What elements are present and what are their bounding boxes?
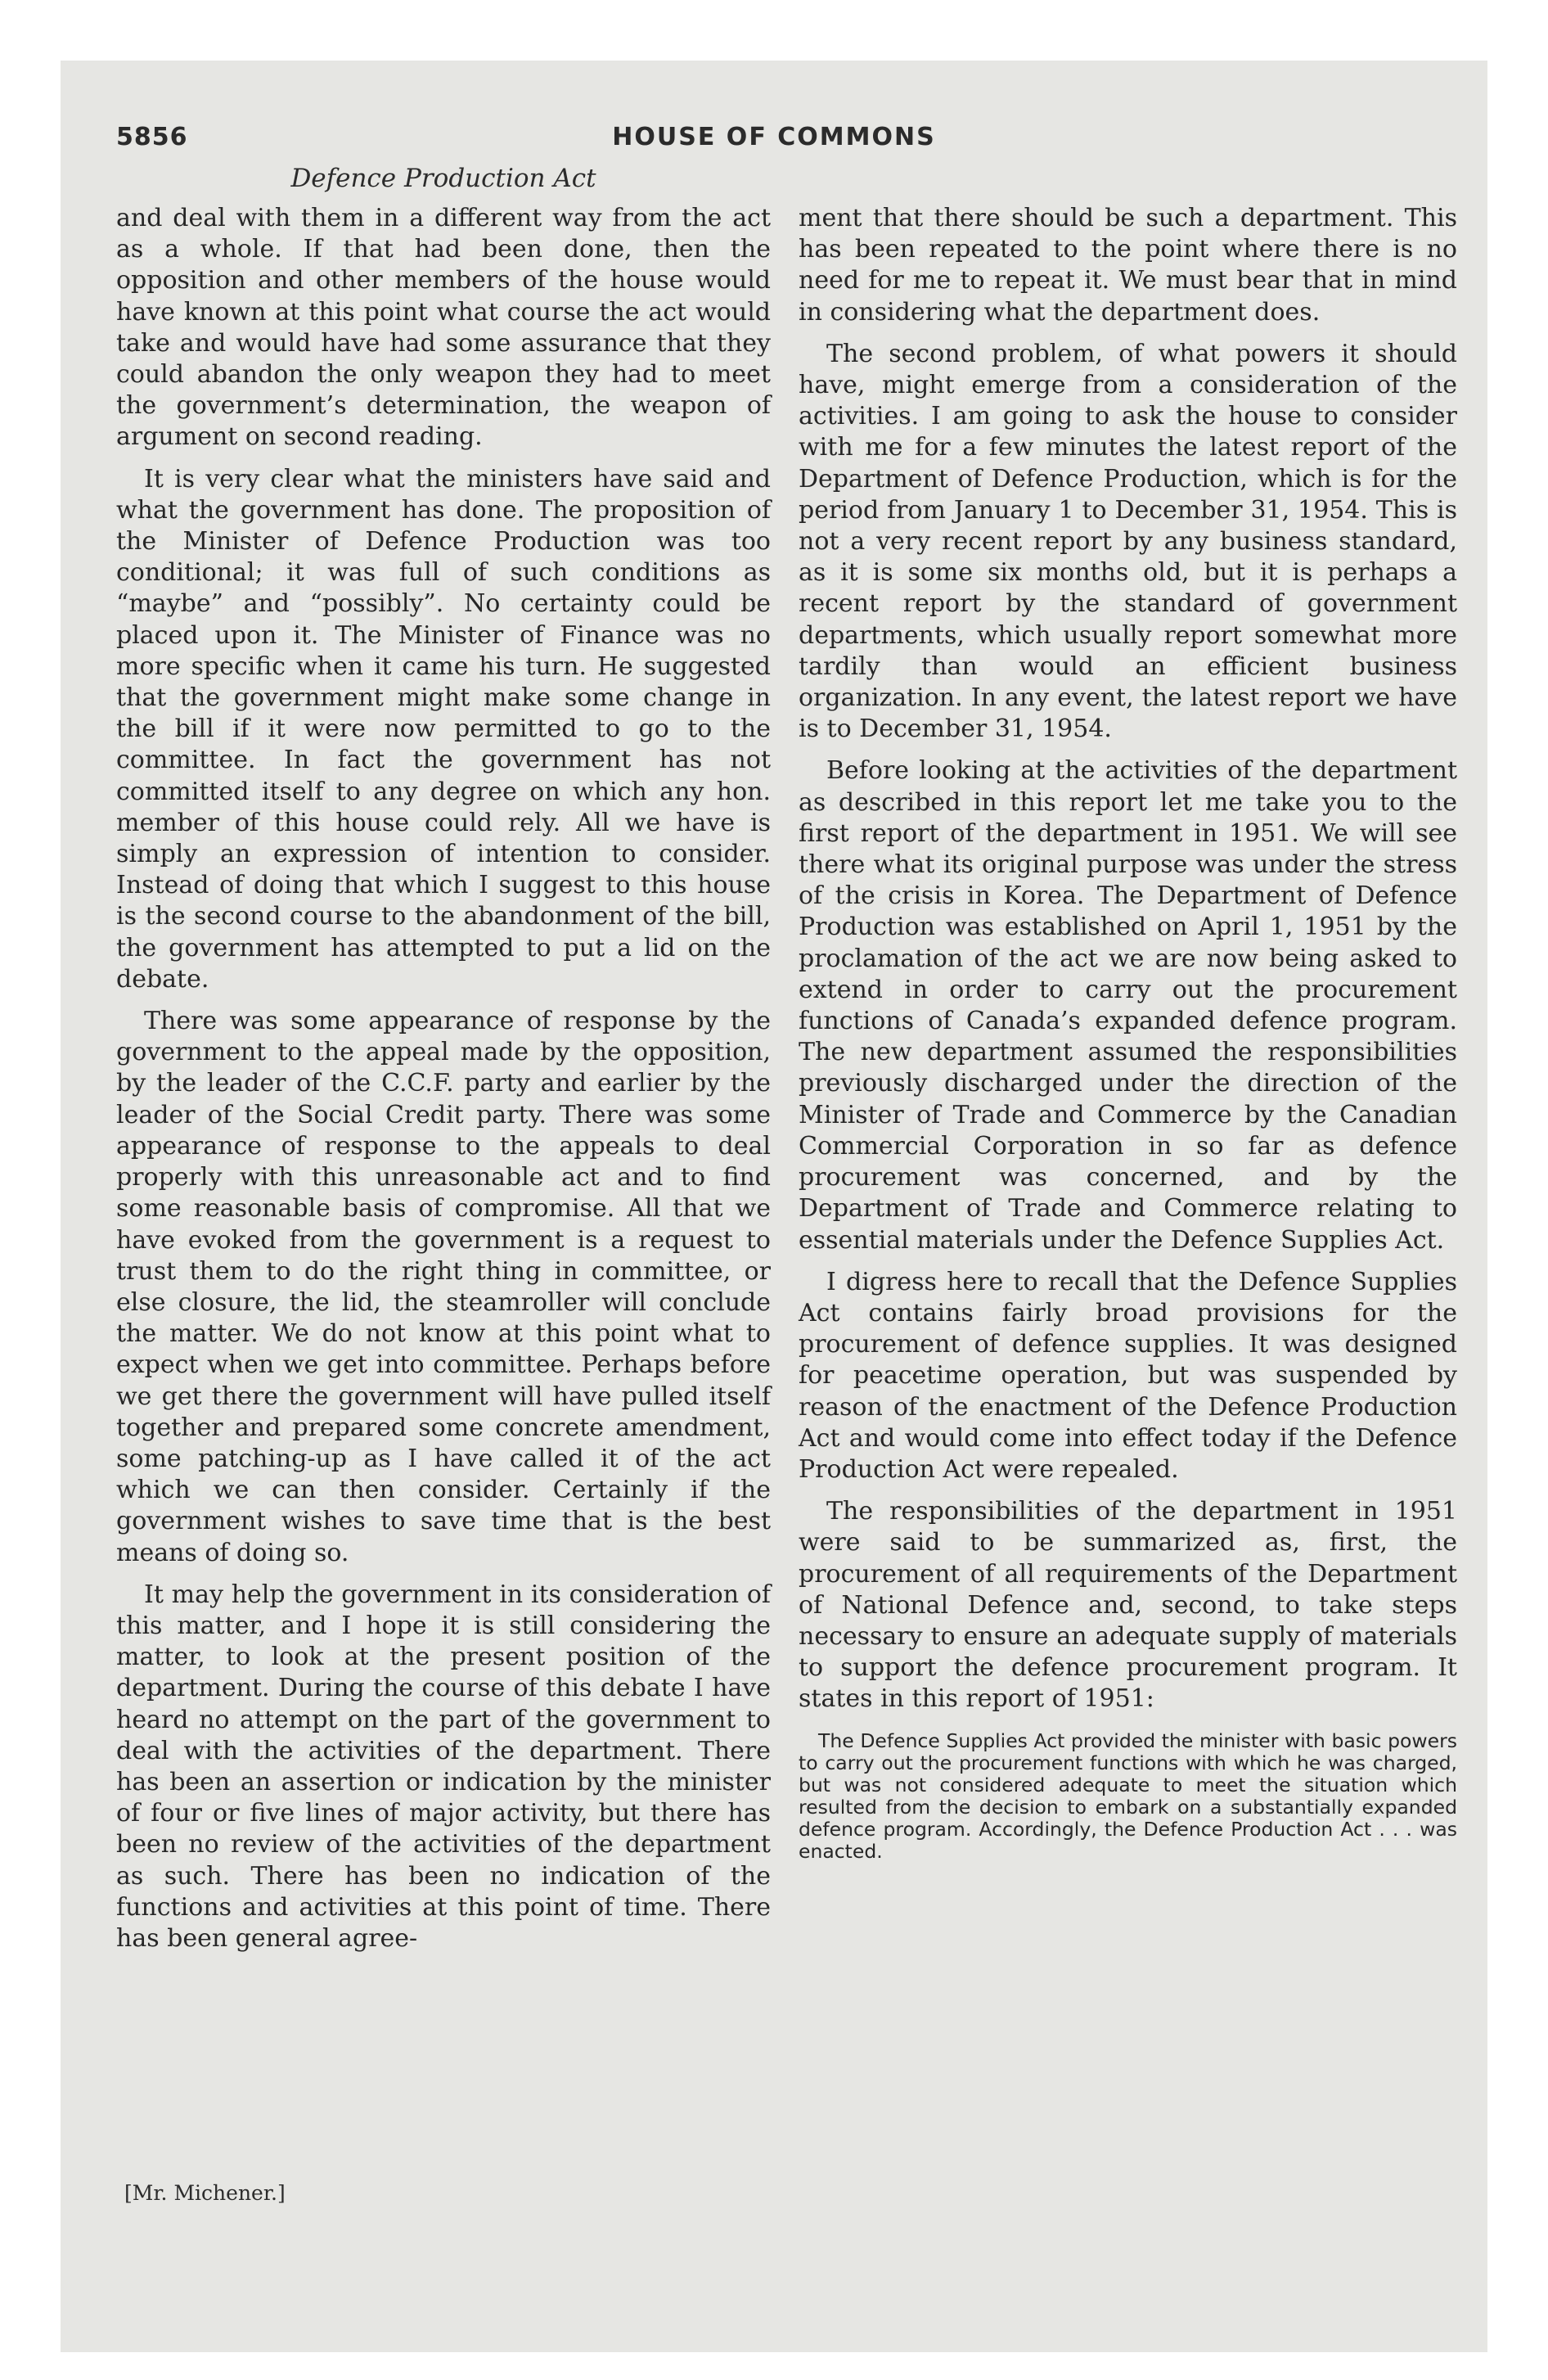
paragraph: It is very clear what the ministers have said and what the government has done. The proposition of the Minister of Defence Production was too conditional; it was full of such conditions as “maybe” and “possibly”. No certainty could be placed upon it. The Minister of Finance was no more specific when it came his turn. He suggested that the government might make some change in the bill if it were now permitted to go to the committee. In fact the government has not committed itself to any degree on which any hon. member of this house could rely. All we have is simply an expression of intention to consider. Instead of doing that which I suggest to this house is the second course to the abandonment of the bill, the government has attempted to put a lid on the debate. (116, 464, 771, 994)
paragraph: There was some appearance of response by the government to the appeal made by the opposition, by the leader of the C.C.F. party and earlier by the leader of the Social Credit party. There was some appearance of response to the appeals to deal properly with this unreasonable act and to find some reasonable basis of compromise. All that we have evoked from the government is a request to trust them to do the right thing in committee, or else closure, the lid, the steamroller will conclude the matter. We do not know at this point what to expect when we get into committee. Perhaps before we get there the government will have pulled itself together and prepared some concrete amendment, some patching-up as I have called it of the act which we can then consider. Certainly if the government wishes to save time that is the best means of doing so. (116, 1007, 771, 1567)
right-column (799, 203, 1457, 1863)
running-head-title: HOUSE OF COMMONS (612, 123, 936, 151)
debate-subject: Defence Production Act (290, 164, 596, 193)
paragraph: The second problem, of what powers it should have, might emerge from a consideration of the activities. I am going to ask the house to consider with me for a few minutes the latest report of the Department of Defence Production, which is for the period from January 1 to December 31, 1954. This is not a very recent report by any business standard, as it is some six months old, but it is perhaps a recent report by the standard of government departments, which usually report somewhat more tardily than would an efficient business organization. In any event, the latest report we have is to December 31, 1954. (799, 339, 1457, 744)
paragraph: The responsibilities of the department in 1951 were said to be summarized as, first, the procurement of all requirements of the Department of National Defence and, second, to take steps necessary to ensure an adequate supply of materials to support the defence procurement program. It states in this report of 1951: (799, 1497, 1457, 1714)
paragraph: and deal with them in a different way from the act as a whole. If that had been done, then the opposition and other members of the house would have known at this point what course the act would take and would have had some assurance that they could abandon the only weapon they had to meet the government’s determination, the weapon of argument on second reading. (116, 204, 771, 452)
paragraph: ment that there should be such a department. This has been repeated to the point where there is no need for me to repeat it. We must bear that in mind in considering what the department does. (799, 204, 1457, 327)
block-quote: The Defence Supplies Act provided the minister with basic powers to carry out the procurement functions with which he was charged, but was not considered adequate to meet the situation which resulted from the decision to embark on a substantially expanded defence program. Accordingly, the Defence Production Act . . . was enacted. (799, 1729, 1457, 1863)
left-column (116, 203, 771, 1965)
page-number: 5856 (116, 123, 188, 151)
speaker-attribution: [Mr. Michener.] (124, 2181, 286, 2205)
paragraph: Before looking at the activities of the department as described in this report let me take you to the first report of the department in 1951. We will see there what its original purpose was under the stress of the crisis in Korea. The Department of Defence Production was established on April 1, 1951 by the proclamation of the act we are now being asked to extend in order to carry out the procurement functions of Canada’s expanded defence program. The new department assumed the responsibilities previously discharged under the direction of the Minister of Trade and Commerce by the Canadian Commercial Corporation in so far as defence procurement was concerned, and by the Department of Trade and Commerce relating to essential materials under the Defence Supplies Act. (799, 756, 1457, 1255)
paragraph: It may help the government in its consideration of this matter, and I hope it is still considering the matter, to look at the present position of the department. During the course of this debate I have heard no attempt on the part of the government to deal with the activities of the department. There has been an assertion or indication by the minister of four or five lines of major activity, but there has been no review of the activities of the department as such. There has been no indication of the functions and activities at this point of time. There has been general agree- (116, 1580, 771, 1953)
paragraph: I digress here to recall that the Defence Supplies Act contains fairly broad provisions for the procurement of defence supplies. It was designed for peacetime operation, but was suspended by reason of the enactment of the Defence Production Act and would come into effect today if the Defence Production Act were repealed. (799, 1267, 1457, 1484)
